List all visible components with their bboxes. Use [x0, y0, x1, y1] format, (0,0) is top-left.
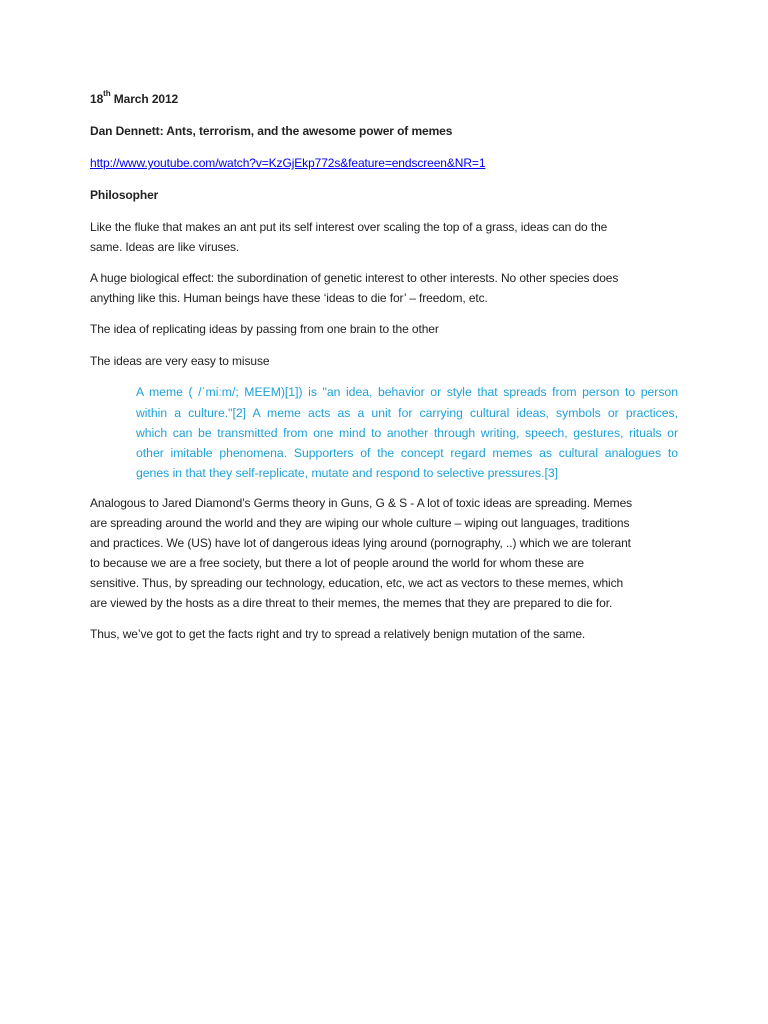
paragraph-3: The idea of replicating ideas by passing from one brain to the other	[90, 322, 439, 336]
quote-line-5: genes in that they self-replicate, mutate and respond to selective pressures.[3]	[136, 466, 559, 480]
paragraph-5-line-6: are viewed by the hosts as a dire threat to their memes, the memes that they are prepared to die for.	[90, 596, 613, 610]
quote-line-2: within a culture."[2] A meme acts as a unit for carrying cultural ideas, symbols or practices,	[136, 406, 678, 420]
date-suffix: th	[103, 89, 111, 98]
paragraph-5-line-3: and practices. We (US) have lot of dangerous ideas lying around (pornography, ..) which we are tolerant	[90, 536, 631, 550]
paragraph-5-line-4: to because we are a free society, but there a lot of people around the world for whom these are	[90, 556, 584, 570]
paragraph-4: The ideas are very easy to misuse	[90, 354, 270, 368]
date-day: 18	[90, 92, 104, 106]
paragraph-5-line-5: sensitive. Thus, by spreading our technology, education, etc, we act as vectors to these memes, which	[90, 576, 624, 590]
paragraph-5-line-1: Analogous to Jared Diamond’s Germs theory in Guns, G & S - A lot of toxic ideas are spreading. Memes	[90, 496, 633, 510]
paragraph-6: Thus, we’ve got to get the facts right and try to spread a relatively benign mutation of the same.	[90, 627, 586, 641]
date-heading	[90, 89, 179, 106]
paragraph-1-line-2: same. Ideas are like viruses.	[90, 240, 240, 254]
quote-line-1: A meme ( /ˈmiːm/; MEEM)[1]) is "an idea, behavior or style that spreads from person to person	[136, 385, 678, 399]
document-title: Dan Dennett: Ants, terrorism, and the awesome power of memes	[90, 124, 453, 138]
quote-line-4: other imitable phenomena. Supporters of the concept regard memes as cultural analogues to	[136, 446, 678, 460]
label-philosopher: Philosopher	[90, 188, 159, 202]
paragraph-2-line-2: anything like this. Human beings have these ‘ideas to die for’ – freedom, etc.	[90, 291, 488, 305]
quote-line-3: which can be transmitted from one mind to another through writing, speech, gestures, rituals or	[136, 426, 678, 440]
paragraph-5-line-2: are spreading around the world and they are wiping our whole culture – wiping out languages, traditions	[90, 516, 630, 530]
youtube-link[interactable]: http://www.youtube.com/watch?v=KzGjEkp772s&feature=endscreen&NR=1	[90, 156, 486, 170]
paragraph-2-line-1: A huge biological effect: the subordination of genetic interest to other interests. No other species does	[90, 271, 619, 285]
paragraph-1-line-1: Like the fluke that makes an ant put its self interest over scaling the top of a grass, ideas can do the	[90, 220, 608, 234]
date-rest: March 2012	[110, 92, 179, 106]
